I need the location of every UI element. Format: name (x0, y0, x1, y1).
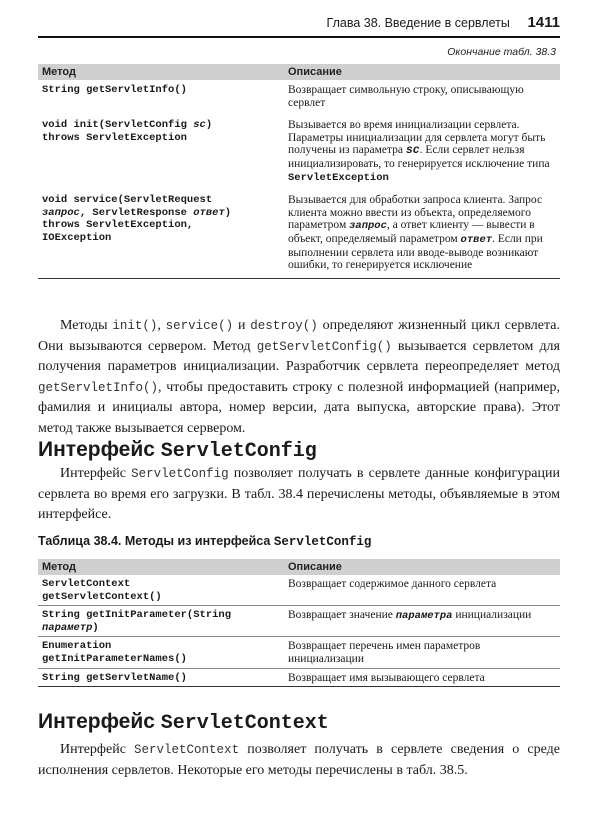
methods-table-38-3 (38, 64, 560, 279)
inline-code: ServletContext (134, 743, 240, 757)
method-cell (38, 115, 284, 190)
section-heading-servletcontext (38, 710, 329, 735)
methods-table-38-4 (38, 559, 560, 687)
method-cell (38, 606, 284, 637)
method-text: ) (92, 621, 99, 634)
heading-text: Интерфейс (38, 438, 161, 461)
method-text: void service(ServletRequest (42, 194, 213, 207)
method-text: ) throws ServletException (42, 119, 213, 144)
description-code: ServletException (288, 171, 389, 184)
description-text: . Если сервлет нельзя инициализировать, то генерируется исключение типа (288, 144, 550, 170)
page-number: 1411 (527, 14, 560, 31)
method-text: ) throws ServletException, IOException (42, 206, 232, 244)
description-cell (284, 190, 560, 278)
inline-code: destroy() (250, 319, 318, 333)
description-param: sc (405, 144, 420, 158)
table-row (38, 637, 560, 668)
caption-text: Таблица 38.4. Методы из интерфейса (38, 534, 274, 548)
paragraph-text: вызывается сервлетом для получения параметров инициализации. Разработчик сервлета переопределяет метод (38, 338, 560, 374)
column-method: Метод (38, 64, 284, 80)
table-row (38, 606, 560, 637)
section-heading-servletconfig (38, 438, 317, 463)
column-description: Описание (284, 64, 560, 80)
description-cell: Возвращает перечень имен параметров инициализации (284, 637, 560, 668)
method-param: ответ (193, 206, 225, 219)
lifecycle-paragraph (38, 316, 560, 439)
paragraph-text: определяют жизненный цикл сервлета. Они вызываются сервером. Метод (38, 318, 560, 354)
table-header-row (38, 64, 560, 80)
servletcontext-paragraph (38, 740, 560, 781)
paragraph-text: Интерфейс (60, 466, 132, 481)
heading-text: Интерфейс (38, 710, 161, 733)
inline-code: getServletInfo() (38, 380, 159, 395)
heading-code: ServletConfig (160, 440, 317, 463)
method-cell: String getServletName() (42, 671, 187, 684)
method-text: , ServletResponse (79, 206, 194, 219)
inline-code: init() (112, 319, 158, 333)
description-text: Вызывается для обработки запроса клиента. Запрос клиента можно ввести из объекта, определяемого параметром (288, 194, 543, 232)
table-row (38, 115, 560, 190)
description-cell: Возвращает имя вызывающего сервлета (288, 671, 485, 684)
running-head (327, 14, 561, 31)
inline-code: ServletConfig (131, 467, 229, 481)
method-cell: String getServletInfo() (42, 84, 187, 96)
method-cell: Enumeration getInitParameterNames() (38, 637, 284, 668)
description-cell: Возвращает содержимое данного сервлета (284, 575, 560, 606)
table-row (38, 190, 560, 278)
description-cell (284, 606, 560, 637)
table-row (38, 575, 560, 606)
description-param: запрос (349, 220, 387, 233)
method-cell (38, 190, 284, 278)
table-row (38, 668, 560, 687)
table-header-row (38, 559, 560, 575)
paragraph-text: позволяет получать в сервлете данные конфигурации сервлета во время его загрузки. В табл. 38.4 перечислены методы, объявляемые в этом интерфейсе. (38, 466, 560, 522)
description-text: Возвращает значение (288, 609, 396, 622)
method-param: запрос (42, 206, 80, 219)
description-text: , а ответ клиенту — вывести в объект, определяемый параметром (288, 219, 535, 245)
paragraph-text: , чтобы предоставить строку с полезной информацией (например, фамилия и инициалы автора, номер версии, дата выпуска, авторские права). Этот метод также вызывается сервером. (38, 379, 560, 436)
description-param: параметра (395, 610, 453, 623)
description-text: Вызывается во время инициализации сервлета. Параметры инициализации для сервлета могут быть получены из параметра (288, 119, 546, 157)
table-continuation-label: Окончание табл. 38.3 (447, 46, 556, 58)
column-description: Описание (284, 559, 560, 575)
paragraph-text: , (157, 318, 166, 333)
description-param: ответ (460, 233, 493, 246)
method-text: String getInitParameter(String (42, 609, 232, 622)
header-rule (38, 36, 560, 38)
column-method: Метод (38, 559, 284, 575)
paragraph-text: Интерфейс (60, 742, 135, 757)
method-param: параметр (42, 621, 93, 634)
table-row (38, 80, 560, 115)
paragraph-text: Методы (60, 318, 113, 333)
paragraph-text: позволяет получать в сервлете сведения о среде исполнения сервлетов. Некоторые его методы перечислены в табл. 38.5. (38, 742, 560, 778)
heading-code: ServletContext (160, 712, 329, 735)
description-text: инициализации (452, 609, 532, 622)
description-cell: Возвращает символьную строку, описывающую сервлет (288, 84, 524, 109)
paragraph-text: и (233, 318, 251, 333)
description-cell (284, 115, 560, 190)
description-text: . Если при выполнении сервлета или вводе-выводе возникают ошибки, то генерируется исключение (288, 232, 543, 272)
table-caption (38, 534, 371, 549)
inline-code: getServletConfig() (256, 339, 392, 354)
method-param: sc (193, 119, 206, 132)
servletconfig-paragraph (38, 464, 560, 526)
method-text: void init(ServletConfig (42, 119, 194, 132)
inline-code: service() (165, 319, 234, 333)
chapter-title: Глава 38. Введение в сервлеты (326, 16, 510, 30)
method-cell: ServletContext getServletContext() (38, 575, 284, 606)
caption-code: ServletConfig (273, 535, 372, 549)
